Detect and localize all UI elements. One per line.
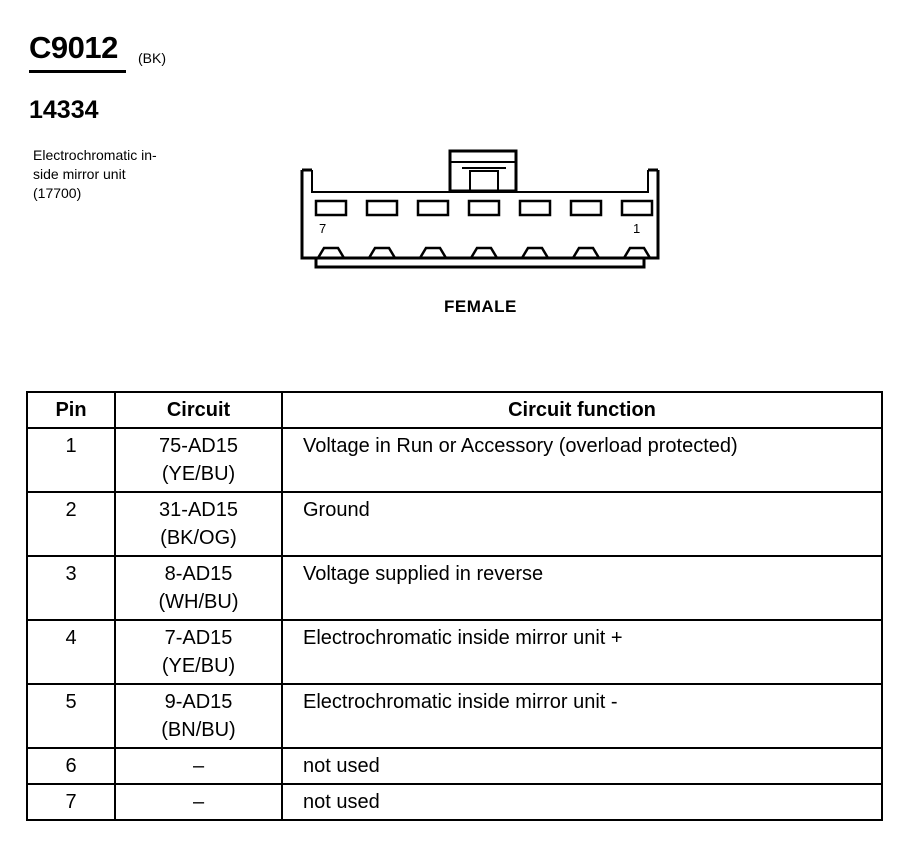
connector-id: C9012 <box>29 30 118 65</box>
function-cell: Voltage supplied in reverse <box>282 556 882 620</box>
pin-cell: 5 <box>27 684 115 748</box>
circuit-number: 75-AD15 <box>159 435 238 457</box>
header-pin: Pin <box>27 392 115 428</box>
component-description-line: (17700) <box>33 185 82 201</box>
pin-cavity <box>469 201 499 215</box>
table-row <box>27 684 882 748</box>
header-circuit: Circuit <box>115 392 282 428</box>
wire-color: (BK/OG) <box>160 527 237 549</box>
pin-cavity <box>571 201 601 215</box>
table-row <box>27 492 882 556</box>
connector-id-underline <box>29 70 126 73</box>
circuit-number: – <box>192 791 205 813</box>
connector-color: (BK) <box>138 50 166 66</box>
function-cell: Ground <box>282 492 882 556</box>
pin-cell: 6 <box>27 748 115 784</box>
function-cell: not used <box>282 784 882 820</box>
pin-cell: 7 <box>27 784 115 820</box>
connector-face-drawing <box>290 140 670 280</box>
circuit-cell <box>115 620 282 684</box>
wire-color: (YE/BU) <box>161 463 236 485</box>
table-row <box>27 620 882 684</box>
table-row <box>27 428 882 492</box>
circuit-number: 7-AD15 <box>164 627 233 649</box>
pin-cavity <box>316 201 346 215</box>
pin-cavity <box>520 201 550 215</box>
table-row <box>27 748 882 784</box>
circuit-cell <box>115 684 282 748</box>
pin-label-right: 1 <box>633 221 641 236</box>
component-description <box>33 146 203 203</box>
circuit-cell <box>115 492 282 556</box>
circuit-cell <box>115 428 282 492</box>
table-row <box>27 784 882 820</box>
pin-cavity <box>622 201 652 215</box>
component-description-line: side mirror unit <box>33 166 126 182</box>
component-description-line: Electrochromatic in- <box>33 147 157 163</box>
circuit-number: – <box>192 755 205 777</box>
function-cell: Voltage in Run or Accessory (overload protected) <box>282 428 882 492</box>
table-row <box>27 556 882 620</box>
pinout-table <box>26 391 883 821</box>
pin-label-left: 7 <box>319 221 327 236</box>
pin-cell: 2 <box>27 492 115 556</box>
function-cell: not used <box>282 748 882 784</box>
pin-cell: 4 <box>27 620 115 684</box>
circuit-cell <box>115 556 282 620</box>
connector-gender: FEMALE <box>444 297 517 316</box>
circuit-cell <box>115 784 282 820</box>
circuit-number: 9-AD15 <box>164 691 233 713</box>
wire-color: (BN/BU) <box>161 719 236 741</box>
pin-cell: 1 <box>27 428 115 492</box>
header-circuit-function: Circuit function <box>282 392 882 428</box>
pin-cavity <box>367 201 397 215</box>
circuit-cell <box>115 748 282 784</box>
wire-color: (WH/BU) <box>158 591 239 613</box>
function-cell: Electrochromatic inside mirror unit - <box>282 684 882 748</box>
table-header-row <box>27 392 882 428</box>
part-number: 14334 <box>29 96 99 124</box>
circuit-number: 31-AD15 <box>159 499 238 521</box>
pin-cavity <box>418 201 448 215</box>
pin-cell: 3 <box>27 556 115 620</box>
wire-color: (YE/BU) <box>161 655 236 677</box>
function-cell: Electrochromatic inside mirror unit + <box>282 620 882 684</box>
circuit-number: 8-AD15 <box>164 563 233 585</box>
